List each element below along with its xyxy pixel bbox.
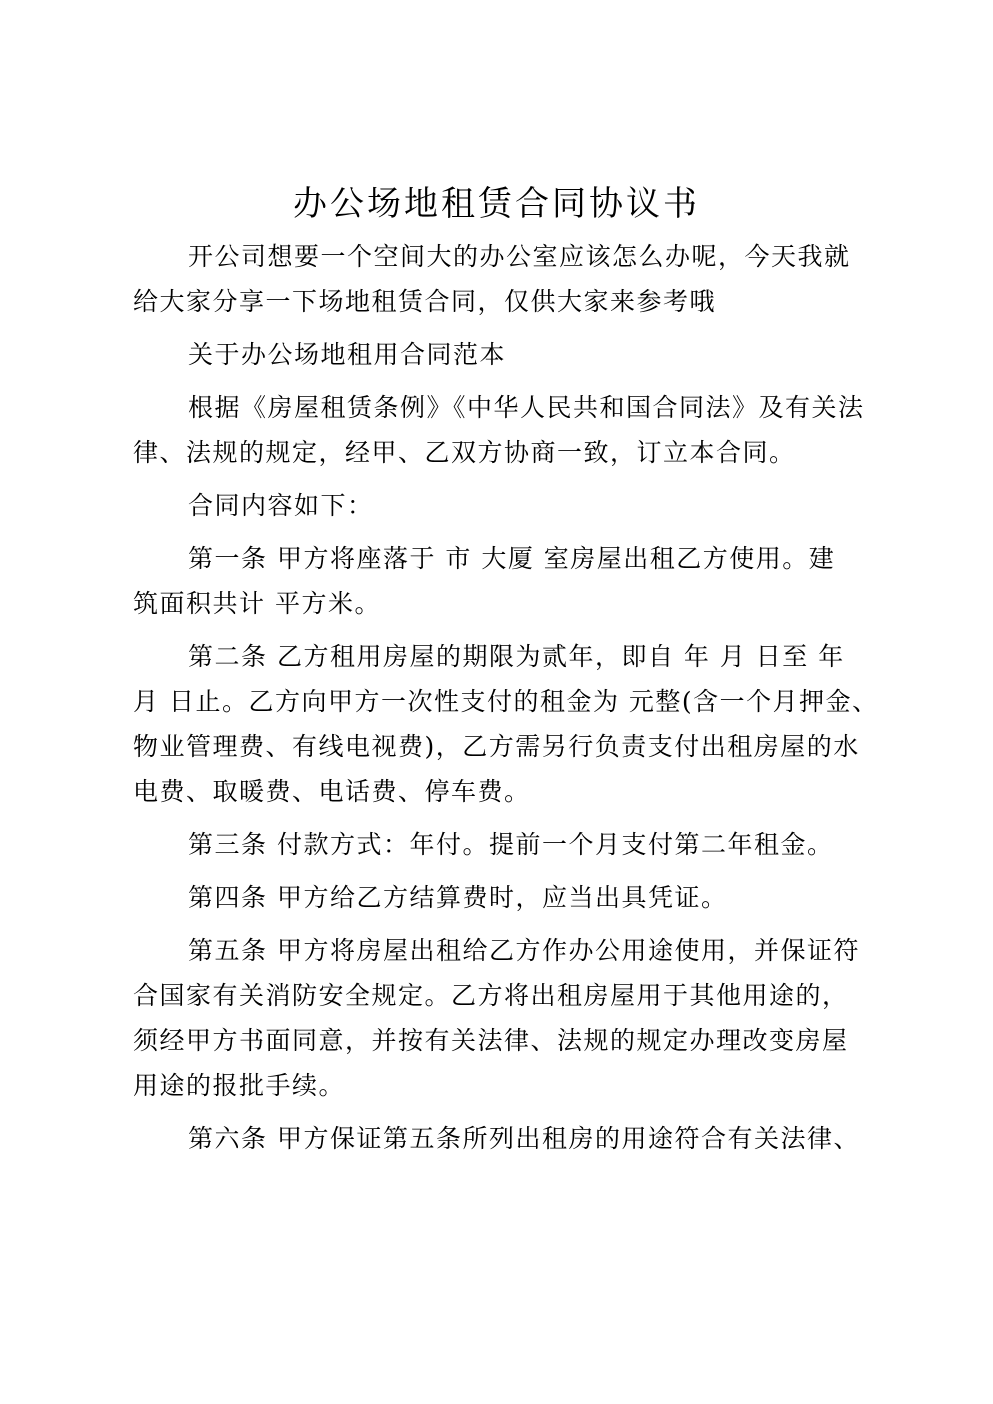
paragraph-article-6 bbox=[133, 1116, 873, 1161]
paragraph-basis bbox=[133, 385, 873, 475]
paragraph-line: 第二条 乙方租用房屋的期限为贰年，即自 年 月 日至 年 bbox=[188, 642, 845, 671]
paragraph-line: 关于办公场地租用合同范本 bbox=[188, 340, 507, 369]
paragraph-article-1 bbox=[133, 536, 873, 626]
paragraph-article-3 bbox=[133, 822, 873, 867]
paragraph-line: 律、法规的规定，经甲、乙双方协商一致，订立本合同。 bbox=[133, 438, 796, 467]
document-title: 办公场地租赁合同协议书 bbox=[293, 184, 700, 224]
paragraph-line: 须经甲方书面同意，并按有关法律、法规的规定办理改变房屋 bbox=[133, 1026, 849, 1055]
paragraph-article-5 bbox=[133, 928, 873, 1108]
paragraph-line: 物业管理费、有线电视费)，乙方需另行负责支付出租房屋的水 bbox=[133, 732, 860, 761]
paragraph-heading bbox=[133, 332, 873, 377]
paragraph-line: 第六条 甲方保证第五条所列出租房的用途符合有关法律、 bbox=[188, 1124, 860, 1153]
paragraph-line: 合同内容如下： bbox=[188, 491, 374, 520]
paragraph-article-2 bbox=[133, 634, 879, 814]
paragraph-contents-intro bbox=[133, 483, 873, 528]
paragraph-intro bbox=[133, 234, 873, 324]
paragraph-line: 电费、取暖费、电话费、停车费。 bbox=[133, 777, 531, 806]
document-body bbox=[133, 234, 879, 1169]
paragraph-line: 开公司想要一个空间大的办公室应该怎么办呢，今天我就 bbox=[188, 242, 851, 271]
paragraph-line: 根据《房屋租赁条例》《中华人民共和国合同法》及有关法 bbox=[188, 393, 865, 422]
paragraph-line: 用途的报批手续。 bbox=[133, 1071, 346, 1100]
paragraph-line: 合国家有关消防安全规定。乙方将出租房屋用于其他用途的， bbox=[133, 981, 849, 1010]
paragraph-line: 月 日止。乙方向甲方一次性支付的租金为 元整(含一个月押金、 bbox=[133, 687, 879, 716]
paragraph-line: 第一条 甲方将座落于 市 大厦 室房屋出租乙方使用。建 bbox=[188, 544, 836, 573]
paragraph-line: 第五条 甲方将房屋出租给乙方作办公用途使用，并保证符 bbox=[188, 936, 860, 965]
paragraph-line: 第四条 甲方给乙方结算费时，应当出具凭证。 bbox=[188, 883, 728, 912]
paragraph-line: 第三条 付款方式：年付。提前一个月支付第二年租金。 bbox=[188, 830, 834, 859]
paragraph-line: 给大家分享一下场地租赁合同，仅供大家来参考哦 bbox=[133, 287, 717, 316]
paragraph-line: 筑面积共计 平方米。 bbox=[133, 589, 381, 618]
paragraph-article-4 bbox=[133, 875, 873, 920]
